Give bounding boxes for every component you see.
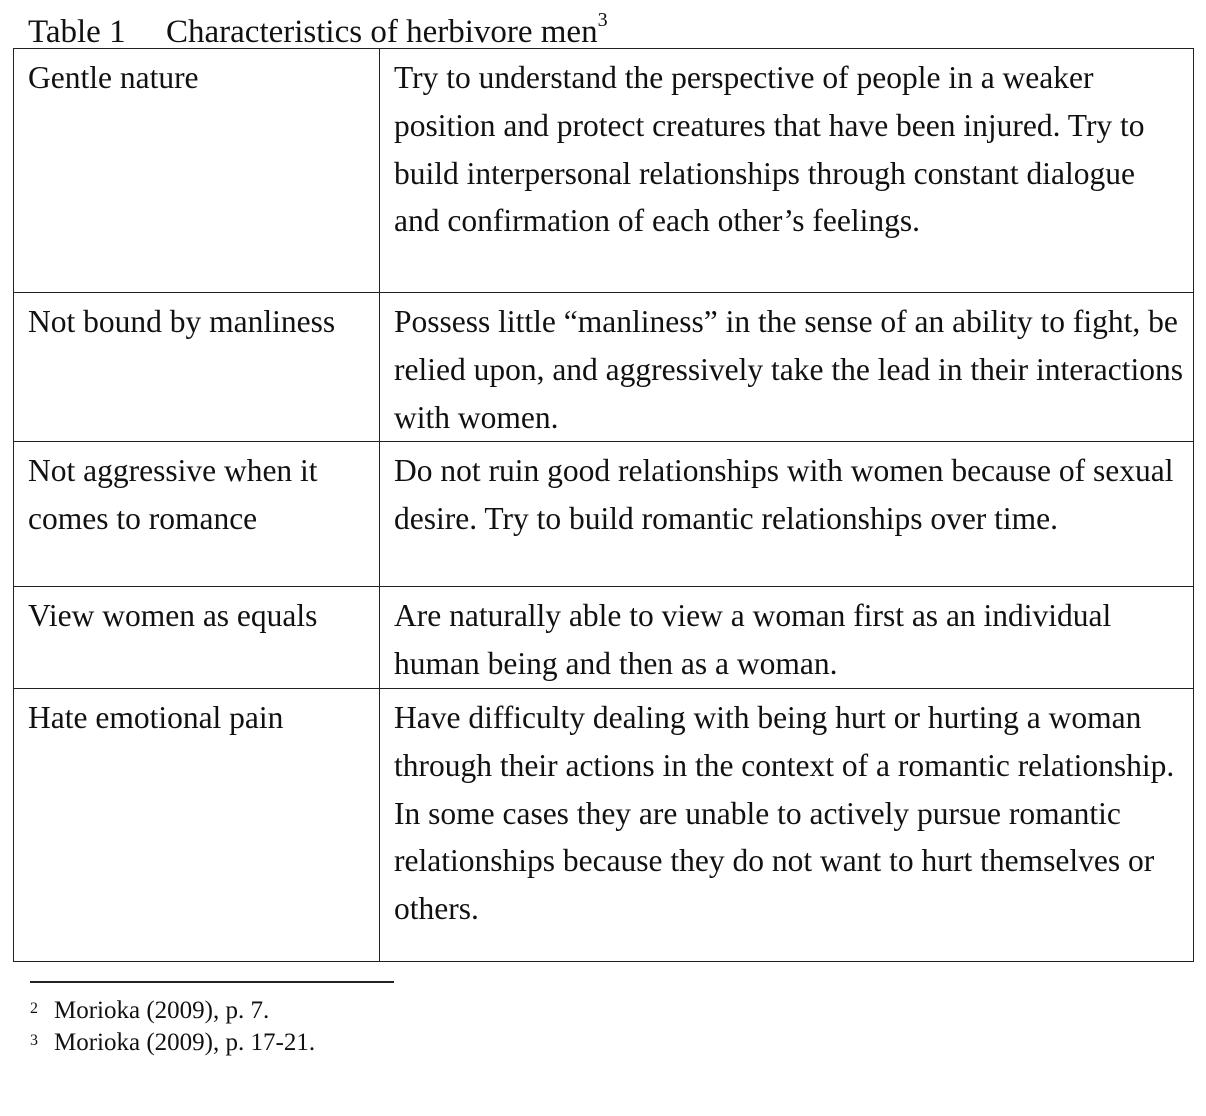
- footnote-mark: 2: [30, 1000, 38, 1017]
- characteristics-table: [13, 48, 1194, 962]
- trait-description: Possess little “manliness” in the sense of an ability to fight, be relied upon, and aggressively take the lead in their interactions with women.: [380, 293, 1194, 442]
- footnote-mark: 3: [30, 1032, 38, 1049]
- trait-term: Gentle nature: [14, 49, 380, 293]
- trait-description: Are naturally able to view a woman first as an individual human being and then as a woman.: [380, 587, 1194, 689]
- footnote-text: Morioka (2009), p. 17-21.: [54, 1029, 316, 1056]
- trait-term: Not aggressive when it comes to romance: [14, 442, 380, 587]
- table-row: [14, 688, 1194, 961]
- table-row: [14, 587, 1194, 689]
- footnotes: [30, 995, 315, 1059]
- trait-term: Hate emotional pain: [14, 688, 380, 961]
- trait-description: Do not ruin good relationships with women because of sexual desire. Try to build romantic relationships over time.: [380, 442, 1194, 587]
- trait-term: Not bound by manliness: [14, 293, 380, 442]
- footnote-reference: 3: [597, 9, 608, 31]
- table-caption: [28, 4, 608, 52]
- footnote-3: [30, 1027, 315, 1059]
- footnote-text: Morioka (2009), p. 7.: [54, 997, 270, 1024]
- table-number: Table 1: [28, 14, 126, 50]
- table-row: [14, 442, 1194, 587]
- trait-description: Have difficulty dealing with being hurt or hurting a woman through their actions in the context of a romantic relationship. In some cases they are unable to actively pursue romantic relationships because they do not want to hurt themselves or others.: [380, 688, 1194, 961]
- table-title: Characteristics of herbivore men: [166, 14, 598, 50]
- trait-description: Try to understand the perspective of people in a weaker position and protect creatures that have been injured. Try to build interpersonal relationships through constant dialogue and confirmation of each other’s feelings.: [380, 49, 1194, 293]
- page-crop-edge: [0, 1056, 1206, 1116]
- footnote-divider: [30, 981, 394, 983]
- table-row: [14, 49, 1194, 293]
- footnote-2: [30, 995, 315, 1027]
- table-row: [14, 293, 1194, 442]
- trait-term: View women as equals: [14, 587, 380, 689]
